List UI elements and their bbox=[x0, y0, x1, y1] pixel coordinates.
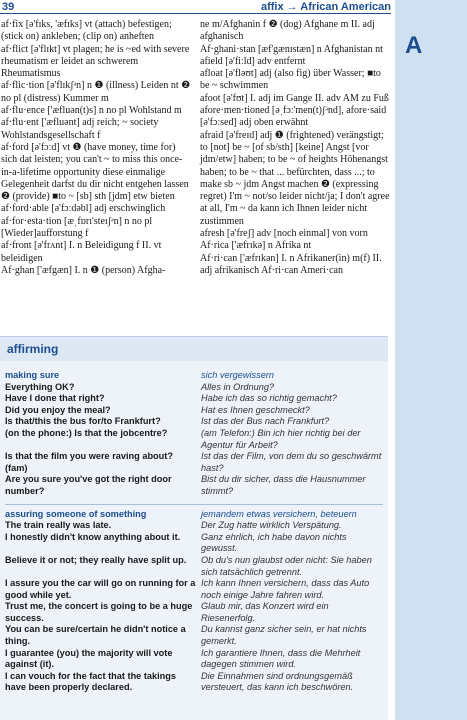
phrase-german: Du kannst ganz sicher sein, er hat nichts gemerkt. bbox=[201, 624, 367, 647]
phrase-english: I guarantee (you) the majority will vote against (it). bbox=[5, 647, 173, 670]
phrase-row bbox=[5, 520, 383, 532]
phrase-english: You can be sure/certain he didn't notice a thing. bbox=[5, 624, 186, 647]
left-column bbox=[1, 19, 191, 277]
dictionary-entry: af·flic·tion [ə'flɪkʃᵊn] n ❶ (illness) Leiden nt ❷ no pl (distress) Kummer m bbox=[1, 80, 191, 104]
phrase-row bbox=[5, 428, 383, 451]
phrase-box bbox=[0, 336, 388, 720]
phrase-row bbox=[5, 601, 383, 624]
dictionary-entry: af·flict [ə'flɪkt] vt plagen; he is ~ed with severe rheumatism er leidet an schwerem Rheumatismus bbox=[1, 43, 190, 80]
phrase-english: Is that the film you were raving about? (fam) bbox=[5, 451, 173, 473]
phrase-english: Have I done that right? bbox=[5, 393, 105, 404]
header-rule bbox=[0, 13, 391, 14]
phrase-row bbox=[5, 416, 383, 428]
phrase-german: Alles in Ordnung? bbox=[201, 381, 275, 392]
thumb-index-letter: A bbox=[405, 32, 423, 59]
phrase-row bbox=[5, 405, 383, 417]
dictionary-entry: af·fix [ə'fɪks, 'æfɪks] vt (attach) befestigen; (stick on) ankleben; (clip on) anheften bbox=[1, 19, 172, 43]
phrase-box-title: affirming bbox=[7, 342, 59, 356]
phrase-german: Habe ich das so richtig gemacht? bbox=[201, 393, 337, 404]
phrase-english: (on the phone:) Is that the jobcentre? bbox=[5, 427, 168, 438]
phrase-row bbox=[5, 382, 383, 394]
phrase-row bbox=[5, 555, 383, 578]
phrase-box-header bbox=[0, 337, 388, 361]
phrase-english: I honestly didn't know anything about it. bbox=[5, 531, 181, 542]
section-divider bbox=[5, 504, 383, 505]
phrase-german: Glaub mir, das Konzert wird ein Riesenerfolg. bbox=[201, 601, 329, 623]
dictionary-entry: afoot [ə'fʊt] I. adj im Gange II. adv AM zu Fuß bbox=[200, 92, 389, 104]
phrase-german: Ich kann Ihnen versichern, dass das Auto noch einige Jahre fahren wird. bbox=[201, 578, 370, 600]
guide-words: affix → African American bbox=[260, 1, 391, 13]
phrase-english: Everything OK? bbox=[5, 381, 75, 392]
phrase-english: The train really was late. bbox=[5, 520, 112, 531]
phrase-german: Ob du's nun glaubst oder nicht: Sie haben sich tatsächlich getrennt. bbox=[201, 554, 372, 577]
page-number: 39 bbox=[2, 1, 15, 13]
dictionary-entry: Af·rica ['æfrɪkə] n Afrika nt bbox=[200, 240, 312, 252]
dictionary-entry: afloat [ə'fləʊt] adj (also fig) über Wasser; ■to be ~ schwimmen bbox=[200, 68, 381, 92]
phrase-german: Ich garantiere Ihnen, dass die Mehrheit dagegen stimmen wird. bbox=[201, 647, 361, 670]
phrase-box-body bbox=[5, 370, 383, 700]
dictionary-entry: af·flu·ence ['æfluən(t)s] n no pl Wohlstand m bbox=[1, 105, 182, 117]
section-heading-english: making sure bbox=[5, 370, 60, 380]
section-heading bbox=[5, 370, 383, 382]
dictionary-entry: ne m/Afghanin f ❷ (dog) Afghane m II. adj afghanisch bbox=[200, 19, 375, 43]
phrase-row bbox=[5, 451, 383, 474]
dictionary-entry: af·flu·ent ['æfluənt] adj reich; ~ society Wohlstandsgesellschaft f bbox=[1, 117, 159, 141]
dictionary-entry: af·for·esta·tion [æˌfɒrɪ'steɪʃᵊn] n no pl [Wieder]aufforstung f bbox=[1, 215, 153, 240]
section-heading-german: sich vergewissern bbox=[201, 370, 275, 380]
phrase-german: Die Einnahmen sind ordnungsgemäß versteuert, das kann ich beschwören. bbox=[201, 670, 354, 693]
phrase-row bbox=[5, 393, 383, 405]
dictionary-entry: af·ford [ə'fɔːd] vt ❶ (have money, time for) sich dat leisten; you can't ~ to miss this once-in-a-lifetime opportunity diese einmalige Gelegenheit darfst du dir nicht entgehen lassen ❷ (provide) ■to ~ [sb] sth [jdm] etw bieten bbox=[1, 141, 189, 203]
dictionary-entry: Af·ghani·stan [æf'gænɪstæn] n Afghanistan nt bbox=[200, 43, 383, 55]
phrase-section bbox=[5, 509, 383, 695]
dictionary-entry: Af·ghan ['æfgæn] I. n ❶ (person) Afgha- bbox=[1, 264, 166, 276]
phrase-row bbox=[5, 671, 383, 694]
phrase-german: Der Zug hatte wirklich Verspätung. bbox=[201, 520, 342, 531]
phrase-row bbox=[5, 648, 383, 671]
phrase-row bbox=[5, 624, 383, 647]
phrase-english: I assure you the car will go on running for a good while yet. bbox=[5, 578, 196, 600]
phrase-english: Is that/this the bus for/to Frankfurt? bbox=[5, 416, 161, 427]
section-heading bbox=[5, 509, 383, 521]
thumb-index-tab bbox=[395, 0, 467, 720]
phrase-row bbox=[5, 474, 383, 497]
dictionary-entry: afield [ə'fiːld] adv entfernt bbox=[200, 55, 306, 67]
phrase-english: Did you enjoy the meal? bbox=[5, 404, 111, 415]
phrase-german: (am Telefon:) Bin ich hier richtig bei der Agentur für Arbeit? bbox=[201, 427, 361, 450]
phrase-german: Ganz ehrlich, ich habe davon nichts gewusst. bbox=[201, 531, 347, 554]
phrase-english: I can vouch for the fact that the takings have been properly declared. bbox=[5, 670, 177, 693]
dictionary-entry: af·ford·able [ə'fɔːdəbl] adj erschwinglich bbox=[1, 203, 166, 215]
phrase-english: Believe it or not; they really have split up. bbox=[5, 554, 187, 565]
dictionary-entry: afresh [ə'freʃ] adv [noch einmal] von vorn bbox=[200, 228, 368, 240]
right-column bbox=[200, 19, 390, 277]
section-heading-german: jemandem etwas versichern, beteuern bbox=[201, 508, 357, 519]
phrase-german: Ist das der Film, von dem du so geschwärmt hast? bbox=[201, 451, 382, 473]
section-heading-english: assuring someone of something bbox=[5, 508, 147, 519]
dictionary-entry: afraid [ə'freɪd] adj ❶ (frightened) verängstigt; to [not] be ~ [of sb/sth] [keine] Angst [vor jdm/etw] haben; to be ~ of heights Höhenangst haben; to be ~ that ... befürchten, dass ...; to make sb ~ jdm Angst machen ❷ (expressing regret) I'm ~ not/so leider nicht/ja; I don't agree at all, I'm ~ da kann ich Ihnen leider nicht zustimmen bbox=[200, 129, 390, 227]
phrase-section bbox=[5, 370, 383, 498]
phrase-german: Ist das der Bus nach Frankfurt? bbox=[201, 416, 330, 427]
phrase-row bbox=[5, 532, 383, 555]
phrase-english: Trust me, the concert is going to be a huge success. bbox=[5, 601, 193, 623]
phrase-german: Bist du dir sicher, dass die Hausnummer stimmt? bbox=[201, 474, 366, 496]
phrase-row bbox=[5, 578, 383, 601]
phrase-english: Are you sure you've got the right door number? bbox=[5, 474, 172, 496]
dictionary-entry: af·front [ə'frʌnt] I. n Beleidigung f II. vt beleidigen bbox=[1, 240, 162, 264]
phrase-german: Hat es Ihnen geschmeckt? bbox=[201, 404, 310, 415]
dictionary-entry: Af·ri·can ['æfrɪkən] I. n Afrikaner(in) m(f) II. adj afrikanisch Af·ri·can Ameri·can bbox=[200, 252, 382, 276]
dictionary-entry: afore·men·tioned [əˌfɔː'men(t)ʃᵊnd], afore·said [ə'fɔːsed] adj oben erwähnt bbox=[200, 105, 387, 129]
